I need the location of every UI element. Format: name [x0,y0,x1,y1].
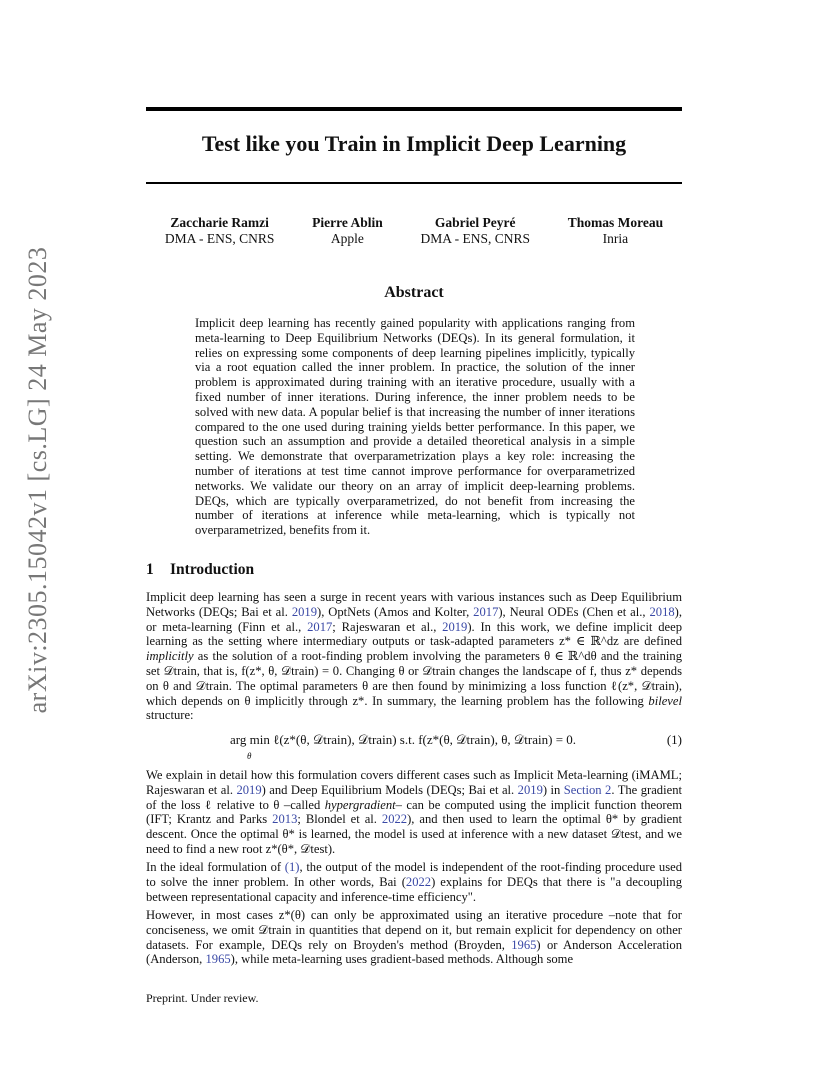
author-affiliation: DMA - ENS, CNRS [164,231,275,246]
author-name: Gabriel Peyré [434,215,516,230]
arxiv-stamp [8,246,68,714]
title-rule-top [146,107,682,111]
intro-paragraph-3: In the ideal formulation of (1), the output of the model is independent of the root-finding procedure used to solve the inner problem. In other words, Bai (2022) explains for DEQs that there is "a decoupling between representational capacity and inference-time efficiency". [146,860,683,904]
section-title: Introduction [170,561,255,578]
author-block [568,215,663,247]
equation-ref-link[interactable]: (1) [284,860,300,874]
author-affiliation: DMA - ENS, CNRS [420,231,530,246]
citation-link[interactable]: 2019 [442,619,468,634]
author-affiliation: Inria [602,231,629,246]
citation-link[interactable]: 2017 [473,604,499,619]
citation-link[interactable]: 2022 [405,874,432,889]
author-block [420,215,530,247]
section-number: 1 [146,561,154,578]
author-affiliation: Apple [330,231,364,246]
author-block [165,215,275,247]
abstract-heading: Abstract [384,284,444,301]
citation-link[interactable]: 2017 [307,619,333,634]
equation-body: arg min ℓ(z*(θ, 𝒟train), 𝒟train) s.t. f(z*(θ, 𝒟train), θ, 𝒟train) = 0. [230,732,577,747]
equation-number: (1) [666,732,682,747]
author-name: Pierre Ablin [312,215,383,230]
emphasis: hypergradient [324,797,396,812]
intro-paragraph-1: Implicit deep learning has seen a surge in recent years with various instances such as Deep Equilibrium Networks (DEQs; Bai et al. 2019), OptNets (Amos and Kolter, 2017), Neural ODEs (Chen et al., 2018), or meta-learning (Finn et al., 2017; Rajeswaran et al., 2019). In this work, we define implicit deep learning as the setting where intermediary outputs or task-adapted parameters z* ∈ ℝ^dz are defined implicitly as the solution of a root-finding problem involving the parameters θ ∈ ℝ^dθ and the training set 𝒟train, that is, f(z*, θ, 𝒟train) = 0. Changing θ or 𝒟train changes the landscape of f, thus z* depends on θ and 𝒟train. The optimal parameters θ are then found by minimizing a loss function ℓ(z*, 𝒟train), which depends on θ implicitly through z*. In summary, the learning problem has the following bilevel structure: [146,590,682,723]
emphasis: implicitly [146,649,194,664]
emphasis: bilevel [648,693,682,708]
author-name: Zaccharie Ramzi [170,215,269,230]
citation-link[interactable]: 2013 [272,812,298,827]
citation-link[interactable]: 2019 [517,782,543,797]
citation-link[interactable]: 1965 [205,952,231,967]
footer-note: Preprint. Under review. [146,991,259,1005]
citation-link[interactable]: 1965 [511,937,537,952]
abstract-text: Implicit deep learning has recently gained popularity with applications ranging from meta-learning to Deep Equilibrium Networks (DEQs). In its general formulation, it relies on expressing some components of deep learning pipelines implicitly, typically via a root equation called the inner problem. In practice, the solution of the inner problem is approximated during training with an iterative procedure, usually with a fixed number of inner iterations. During inference, the inner problem needs to be solved with new data. A popular belief is that increasing the number of inner iterations compared to the one used during training yields better performance. In this paper, we question such an assumption and provide a detailed theoretical analysis in a simple setting. We demonstrate that overparametrization plays a key role: increasing the number of iterations at test time cannot improve performance for overparametrized networks. We validate our theory on an array of implicit deep-learning problems. DEQs, which are typically overparametrized, do not benefit from increasing the number of iterations at inference while meta-learning, which is typically not overparametrized, benefits from it. [195,316,635,538]
citation-link[interactable]: 2019 [236,782,262,797]
author-name: Thomas Moreau [567,215,664,230]
paper-title: Test like you Train in Implicit Deep Learning [201,131,627,156]
citation-link[interactable]: 2019 [291,604,318,619]
section-heading [146,561,254,579]
citation-link[interactable]: 2018 [649,604,675,619]
intro-paragraph-2: We explain in detail how this formulation covers different cases such as Implicit Meta-learning (iMAML; Rajeswaran et al. 2019) and Deep Equilibrium Models (DEQs; Bai et al. 2019) in Section 2. The gradient of the loss ℓ relative to θ –called hypergradient– can be computed using the implicit function theorem (IFT; Krantz and Parks 2013; Blondel et al. 2022), and then used to learn the optimal θ* by gradient descent. Once the optimal θ* is learned, the model is used at inference with a new dataset 𝒟test, and we need to find a new root z*(θ*, 𝒟test). [146,768,682,856]
author-block [312,215,383,247]
author-list [146,215,682,247]
section-ref-link[interactable]: Section 2 [563,782,612,797]
title-rule-bottom [146,182,682,184]
citation-link[interactable]: 2022 [381,812,408,827]
intro-paragraph-4: However, in most cases z*(θ) can only be approximated using an iterative procedure –note that for conciseness, we omit 𝒟train in quantities that depend on it, but remain explicit for dependency on other datasets. For example, DEQs rely on Broyden's method (Broyden, 1965) or Anderson Acceleration (Anderson, 1965), while meta-learning uses gradient-based methods. Although some [146,908,682,967]
arxiv-stamp-text: arXiv:2305.15042v1 [cs.LG] 24 May 2023 [23,246,52,714]
equation-subscript: θ [247,751,252,761]
